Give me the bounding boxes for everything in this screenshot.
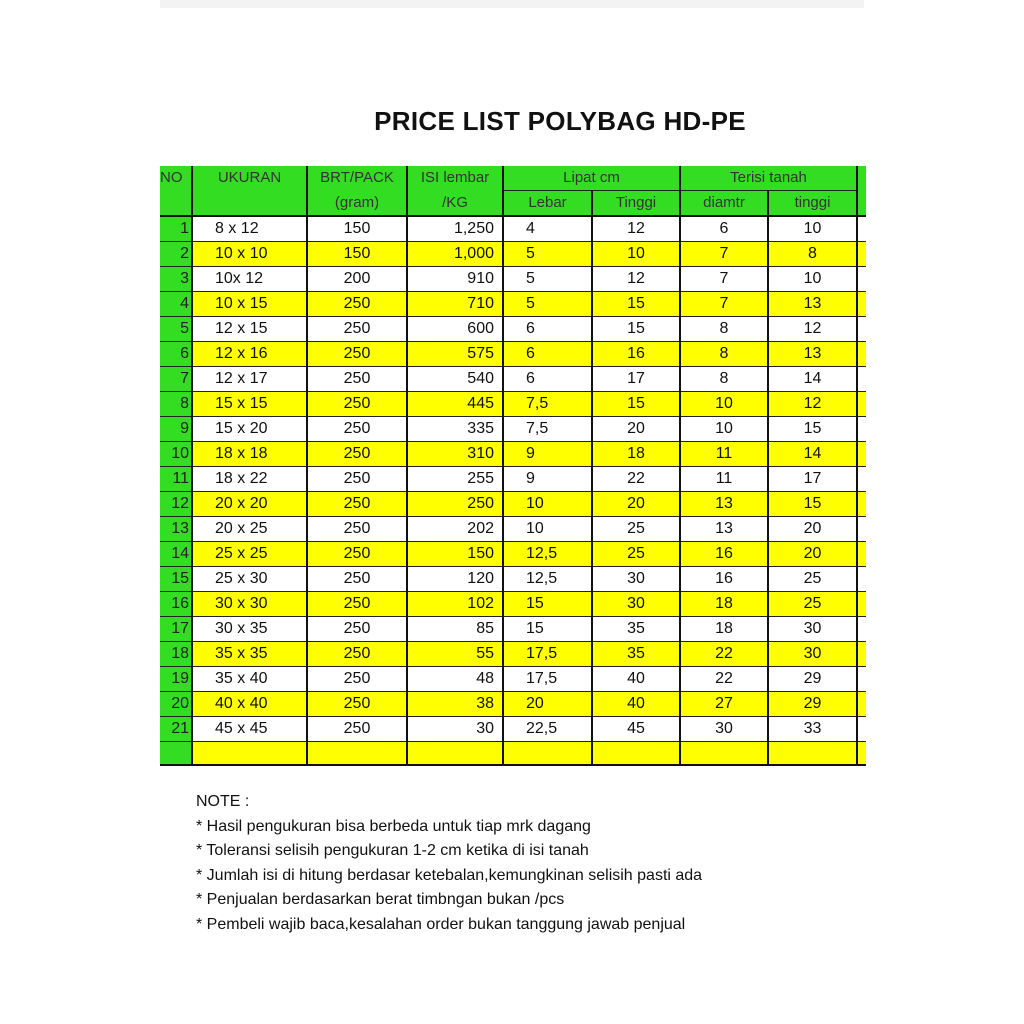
col-tinggi2-header: tinggi: [768, 191, 857, 217]
col-terisi-header: Terisi tanah: [680, 166, 857, 191]
cell-tinggi-terisi: 29: [768, 667, 857, 692]
notes: [196, 790, 702, 937]
cell-ukuran: 18 x 18: [192, 442, 307, 467]
cell-diamtr: 13: [680, 492, 768, 517]
cell-tinggi: 15: [592, 317, 680, 342]
cell-tinggi: 35: [592, 642, 680, 667]
col-tinggi-header: Tinggi: [592, 191, 680, 217]
row-no: 3: [160, 267, 192, 292]
row-no: 17: [160, 617, 192, 642]
table-row: [160, 642, 866, 667]
cell-diamtr: 11: [680, 442, 768, 467]
cell-tinggi-terisi: 14: [768, 367, 857, 392]
cell-lebar: 12,5: [503, 567, 592, 592]
cell-lebar: 5: [503, 267, 592, 292]
price-table: [160, 166, 866, 766]
blank-cell: [407, 742, 503, 766]
cell-lebar: 17,5: [503, 667, 592, 692]
table-row: [160, 667, 866, 692]
cell-tinggi: 25: [592, 542, 680, 567]
cell-diamtr: 18: [680, 592, 768, 617]
cell-ukuran: 40 x 40: [192, 692, 307, 717]
table-row: [160, 617, 866, 642]
cell-diamtr: 10: [680, 417, 768, 442]
col-no-header-2: [160, 191, 192, 217]
cell-ukuran: 25 x 30: [192, 567, 307, 592]
note-item: * Hasil pengukuran bisa berbeda untuk tiap mrk dagang: [196, 817, 591, 835]
col-ukuran-header: UKURAN: [192, 166, 307, 191]
cell-brt-pack: 200: [307, 267, 407, 292]
cell-tinggi: 40: [592, 692, 680, 717]
table-row: [160, 492, 866, 517]
table-row: [160, 392, 866, 417]
blank-cell: [680, 742, 768, 766]
row-no: 5: [160, 317, 192, 342]
cell-lebar: 4: [503, 216, 592, 242]
row-no: 11: [160, 467, 192, 492]
cell-brt-pack: 250: [307, 417, 407, 442]
cell-ukuran: 12 x 15: [192, 317, 307, 342]
table-row: [160, 367, 866, 392]
cell-brt-pack: 250: [307, 692, 407, 717]
blank-row: [160, 742, 866, 766]
cell-isi: 85: [407, 617, 503, 642]
cell-lebar: 7,5: [503, 392, 592, 417]
cell-tinggi-terisi: 15: [768, 417, 857, 442]
cell-brt-pack: 250: [307, 317, 407, 342]
cell-tinggi: 12: [592, 216, 680, 242]
cell-isi: 540: [407, 367, 503, 392]
cell-brt-pack: 250: [307, 492, 407, 517]
cell-ukuran: 45 x 45: [192, 717, 307, 742]
table-row: [160, 216, 866, 242]
cell-lebar: 20: [503, 692, 592, 717]
cell-lebar: 12,5: [503, 542, 592, 567]
cell-isi: 335: [407, 417, 503, 442]
cell-isi: 48: [407, 667, 503, 692]
row-edge: [857, 342, 866, 367]
cell-lebar: 6: [503, 367, 592, 392]
cell-isi: 55: [407, 642, 503, 667]
row-edge: [857, 592, 866, 617]
cell-isi: 910: [407, 267, 503, 292]
cell-tinggi: 18: [592, 442, 680, 467]
cell-tinggi-terisi: 12: [768, 317, 857, 342]
col-brt-unit: (gram): [307, 191, 407, 217]
cell-isi: 600: [407, 317, 503, 342]
cell-ukuran: 20 x 20: [192, 492, 307, 517]
cell-tinggi-terisi: 25: [768, 592, 857, 617]
cell-tinggi-terisi: 15: [768, 492, 857, 517]
cell-isi: 120: [407, 567, 503, 592]
blank-cell: [768, 742, 857, 766]
cell-diamtr: 7: [680, 267, 768, 292]
table-row: [160, 267, 866, 292]
cell-ukuran: 30 x 35: [192, 617, 307, 642]
cell-tinggi-terisi: 20: [768, 517, 857, 542]
cell-ukuran: 10 x 10: [192, 242, 307, 267]
table-row: [160, 542, 866, 567]
blank-cell: [592, 742, 680, 766]
cell-tinggi: 20: [592, 492, 680, 517]
cell-lebar: 5: [503, 242, 592, 267]
cell-brt-pack: 250: [307, 392, 407, 417]
row-edge: [857, 492, 866, 517]
row-edge: [857, 642, 866, 667]
row-no: 7: [160, 367, 192, 392]
note-item: * Pembeli wajib baca,kesalahan order bukan tanggung jawab penjual: [196, 915, 686, 933]
cell-lebar: 9: [503, 467, 592, 492]
cell-ukuran: 30 x 30: [192, 592, 307, 617]
cell-ukuran: 12 x 17: [192, 367, 307, 392]
cell-diamtr: 16: [680, 567, 768, 592]
cell-brt-pack: 250: [307, 717, 407, 742]
cell-lebar: 17,5: [503, 642, 592, 667]
cell-diamtr: 13: [680, 517, 768, 542]
cell-diamtr: 8: [680, 317, 768, 342]
cell-brt-pack: 250: [307, 617, 407, 642]
row-no: 16: [160, 592, 192, 617]
cell-ukuran: 25 x 25: [192, 542, 307, 567]
cell-brt-pack: 250: [307, 517, 407, 542]
note-item: * Jumlah isi di hitung berdasar ketebalan,kemungkinan selisih pasti ada: [196, 866, 703, 884]
row-edge: [857, 542, 866, 567]
table-row: [160, 417, 866, 442]
row-edge: [857, 617, 866, 642]
cell-tinggi-terisi: 14: [768, 442, 857, 467]
cell-brt-pack: 150: [307, 242, 407, 267]
cell-lebar: 5: [503, 292, 592, 317]
cell-ukuran: 12 x 16: [192, 342, 307, 367]
row-edge: [857, 317, 866, 342]
cell-brt-pack: 250: [307, 567, 407, 592]
cell-tinggi: 30: [592, 567, 680, 592]
cell-ukuran: 8 x 12: [192, 216, 307, 242]
cell-ukuran: 15 x 20: [192, 417, 307, 442]
table-row: [160, 692, 866, 717]
cell-tinggi: 15: [592, 292, 680, 317]
row-no: 10: [160, 442, 192, 467]
row-edge: [857, 567, 866, 592]
cell-diamtr: 22: [680, 642, 768, 667]
col-lebar-header: Lebar: [503, 191, 592, 217]
cell-brt-pack: 150: [307, 216, 407, 242]
cell-ukuran: 10 x 15: [192, 292, 307, 317]
row-no: 4: [160, 292, 192, 317]
cell-lebar: 6: [503, 342, 592, 367]
cell-isi: 250: [407, 492, 503, 517]
cell-tinggi-terisi: 30: [768, 642, 857, 667]
row-edge: [857, 667, 866, 692]
blank-cell: [857, 742, 866, 766]
row-no: 20: [160, 692, 192, 717]
col-no-header: NO: [160, 166, 192, 191]
table-row: [160, 717, 866, 742]
table-row: [160, 342, 866, 367]
cell-isi: 445: [407, 392, 503, 417]
cell-tinggi: 45: [592, 717, 680, 742]
cell-ukuran: 18 x 22: [192, 467, 307, 492]
cell-tinggi: 40: [592, 667, 680, 692]
blank-cell: [503, 742, 592, 766]
cell-tinggi-terisi: 10: [768, 267, 857, 292]
row-no: 6: [160, 342, 192, 367]
cell-diamtr: 22: [680, 667, 768, 692]
blank-cell: [307, 742, 407, 766]
row-no: 18: [160, 642, 192, 667]
cell-lebar: 10: [503, 517, 592, 542]
cell-tinggi-terisi: 10: [768, 216, 857, 242]
cell-tinggi-terisi: 13: [768, 292, 857, 317]
cell-lebar: 22,5: [503, 717, 592, 742]
row-edge: [857, 417, 866, 442]
blank-no-cell: [160, 742, 192, 766]
row-no: 15: [160, 567, 192, 592]
cell-tinggi-terisi: 25: [768, 567, 857, 592]
row-edge: [857, 692, 866, 717]
cell-lebar: 15: [503, 617, 592, 642]
cell-isi: 1,000: [407, 242, 503, 267]
cell-brt-pack: 250: [307, 642, 407, 667]
table-row: [160, 517, 866, 542]
cell-tinggi-terisi: 12: [768, 392, 857, 417]
cell-tinggi: 20: [592, 417, 680, 442]
row-no: 2: [160, 242, 192, 267]
row-edge: [857, 292, 866, 317]
table-row: [160, 292, 866, 317]
note-item: * Penjualan berdasarkan berat timbngan bukan /pcs: [196, 891, 565, 908]
cell-tinggi: 12: [592, 267, 680, 292]
cell-brt-pack: 250: [307, 592, 407, 617]
header-row-1: [160, 166, 866, 191]
row-edge: [857, 367, 866, 392]
row-edge: [857, 717, 866, 742]
top-strip: [160, 0, 864, 8]
table-row: [160, 592, 866, 617]
cell-brt-pack: 250: [307, 367, 407, 392]
cell-tinggi-terisi: 20: [768, 542, 857, 567]
col-isi-header: ISI lembar: [407, 166, 503, 191]
table-row: [160, 567, 866, 592]
row-no: 14: [160, 542, 192, 567]
cell-lebar: 9: [503, 442, 592, 467]
table-row: [160, 317, 866, 342]
header-row-2: [160, 191, 866, 217]
cell-ukuran: 35 x 35: [192, 642, 307, 667]
cell-tinggi-terisi: 13: [768, 342, 857, 367]
cell-diamtr: 30: [680, 717, 768, 742]
note-item: * Toleransi selisih pengukuran 1-2 cm ketika di isi tanah: [196, 842, 589, 859]
row-edge: [857, 242, 866, 267]
row-no: 8: [160, 392, 192, 417]
cell-tinggi: 17: [592, 367, 680, 392]
row-edge: [857, 442, 866, 467]
cell-brt-pack: 250: [307, 667, 407, 692]
cell-ukuran: 15 x 15: [192, 392, 307, 417]
col-isi-unit: /KG: [407, 191, 503, 217]
cell-tinggi: 25: [592, 517, 680, 542]
cell-diamtr: 11: [680, 467, 768, 492]
cell-brt-pack: 250: [307, 292, 407, 317]
cell-tinggi-terisi: 33: [768, 717, 857, 742]
cell-isi: 202: [407, 517, 503, 542]
blank-cell: [192, 742, 307, 766]
cell-diamtr: 27: [680, 692, 768, 717]
table-row: [160, 442, 866, 467]
table-row: [160, 242, 866, 267]
row-no: 21: [160, 717, 192, 742]
cell-isi: 38: [407, 692, 503, 717]
row-no: 1: [160, 216, 192, 242]
cell-tinggi: 10: [592, 242, 680, 267]
cell-isi: 710: [407, 292, 503, 317]
cell-brt-pack: 250: [307, 342, 407, 367]
cell-diamtr: 16: [680, 542, 768, 567]
cell-diamtr: 6: [680, 216, 768, 242]
cell-ukuran: 10x 12: [192, 267, 307, 292]
cell-lebar: 10: [503, 492, 592, 517]
cell-tinggi: 16: [592, 342, 680, 367]
cell-brt-pack: 250: [307, 467, 407, 492]
cell-isi: 30: [407, 717, 503, 742]
cell-tinggi: 35: [592, 617, 680, 642]
cell-diamtr: 8: [680, 367, 768, 392]
col-brt-header: BRT/PACK: [307, 166, 407, 191]
row-no: 13: [160, 517, 192, 542]
cell-diamtr: 18: [680, 617, 768, 642]
row-edge: [857, 267, 866, 292]
cell-isi: 575: [407, 342, 503, 367]
cell-brt-pack: 250: [307, 442, 407, 467]
col-ukuran-header-2: [192, 191, 307, 217]
table-row: [160, 467, 866, 492]
cell-lebar: 6: [503, 317, 592, 342]
cell-ukuran: 20 x 25: [192, 517, 307, 542]
cell-lebar: 15: [503, 592, 592, 617]
row-no: 9: [160, 417, 192, 442]
row-edge: [857, 467, 866, 492]
cell-tinggi: 30: [592, 592, 680, 617]
cell-diamtr: 7: [680, 292, 768, 317]
cell-tinggi: 15: [592, 392, 680, 417]
cell-isi: 310: [407, 442, 503, 467]
row-edge: [857, 392, 866, 417]
header-edge-2: [857, 191, 866, 217]
header-edge: [857, 166, 866, 191]
table-body: [160, 216, 866, 742]
cell-tinggi-terisi: 30: [768, 617, 857, 642]
col-diamtr-header: diamtr: [680, 191, 768, 217]
cell-diamtr: 8: [680, 342, 768, 367]
cell-ukuran: 35 x 40: [192, 667, 307, 692]
cell-tinggi-terisi: 17: [768, 467, 857, 492]
cell-isi: 102: [407, 592, 503, 617]
cell-isi: 255: [407, 467, 503, 492]
cell-brt-pack: 250: [307, 542, 407, 567]
row-no: 19: [160, 667, 192, 692]
notes-heading: NOTE :: [196, 793, 250, 810]
cell-tinggi: 22: [592, 467, 680, 492]
row-edge: [857, 517, 866, 542]
cell-isi: 150: [407, 542, 503, 567]
cell-tinggi-terisi: 8: [768, 242, 857, 267]
row-edge: [857, 216, 866, 242]
cell-tinggi-terisi: 29: [768, 692, 857, 717]
col-lipat-header: Lipat cm: [503, 166, 680, 191]
cell-diamtr: 7: [680, 242, 768, 267]
cell-lebar: 7,5: [503, 417, 592, 442]
page-title: PRICE LIST POLYBAG HD-PE: [374, 106, 746, 136]
cell-isi: 1,250: [407, 216, 503, 242]
row-no: 12: [160, 492, 192, 517]
cell-diamtr: 10: [680, 392, 768, 417]
